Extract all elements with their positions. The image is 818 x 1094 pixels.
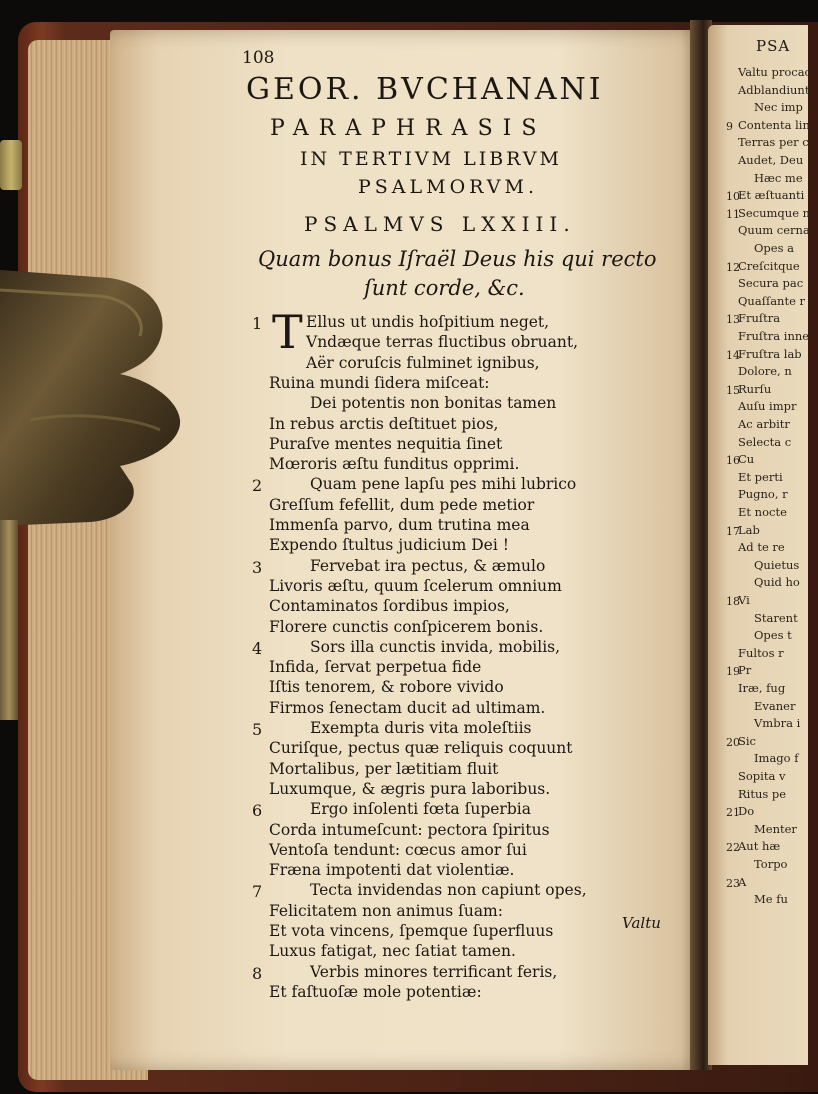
right-text-line: Menter: [754, 821, 797, 836]
drop-cap: T: [272, 305, 303, 359]
right-verse-number: 9: [726, 119, 733, 133]
right-verse-number: 12: [726, 260, 740, 274]
right-text-line: Auſu impr: [738, 399, 797, 414]
right-text-line: Fruſtra: [738, 311, 781, 326]
catchword: Valtu: [622, 914, 661, 932]
verse-line: Luxumque, & ægris pura laboribus.: [269, 779, 551, 798]
right-text-line: Nec imp: [754, 100, 803, 115]
right-text-line: Iræ, fug: [738, 681, 786, 695]
verse-number: 6: [252, 801, 263, 821]
right-verse-number: 22: [726, 841, 740, 855]
right-text-line: Lab: [738, 522, 760, 537]
verse-number: 7: [252, 882, 263, 902]
verse-line: Puraſve mentes nequitia ſinet: [269, 434, 503, 453]
right-verse-number: 15: [726, 383, 740, 397]
right-verse-number: 17: [726, 524, 740, 538]
right-text-line: Et nocte: [738, 505, 787, 519]
verse-line: In rebus arctis deſtituet pios,: [269, 414, 499, 433]
verse-line: Aër coruſcis fulminet ignibus,: [306, 353, 540, 372]
right-text-line: Quaſſante r: [738, 293, 806, 308]
right-text-line: Pugno, r: [738, 487, 788, 502]
clasp-hinge: [0, 140, 22, 190]
right-text-line: Ritus pe: [738, 786, 787, 801]
right-verse-number: 20: [726, 735, 740, 749]
verse-number: 1: [252, 314, 263, 333]
verse-line: Tecta invidendas non capiunt opes,: [310, 881, 587, 900]
right-text-line: Do: [738, 804, 755, 819]
right-text-line: Pr: [738, 663, 752, 678]
right-text-line: Hæc me: [754, 170, 803, 185]
verse-line: Luxus fatigat, nec ſatiat tamen.: [269, 942, 516, 961]
verse-line: Sors illa cunctis invida, mobilis,: [310, 637, 561, 656]
clasp-strap: [0, 520, 18, 720]
right-text-line: Et æſtuanti: [738, 188, 805, 203]
right-text-line: Rurſu: [738, 381, 772, 396]
right-text-line: Quid ho: [754, 575, 800, 590]
right-text-line: Selecta c: [738, 434, 792, 449]
right-verse-number: 21: [726, 806, 740, 820]
incipit-line-2: ſunt corde, &c.: [364, 276, 525, 300]
right-text-line: Quietus: [754, 557, 800, 572]
right-text-line: Contenta lin: [738, 117, 810, 132]
verse-line: Ruina mundi ſidera miſceat:: [269, 373, 490, 392]
right-text-line: Opes a: [754, 241, 795, 255]
verse-number: 4: [252, 638, 263, 658]
right-text-line: Imago f: [754, 751, 799, 766]
verse-line: Fræna impotenti dat violentiæ.: [269, 861, 515, 880]
right-running-head: PSA: [756, 37, 791, 55]
verse-line: Mœroris æſtu funditus opprimi.: [269, 455, 520, 474]
right-text-line: Fruſtra inne: [738, 329, 810, 343]
verse-line: Infida, ſervat perpetua fide: [269, 658, 482, 677]
verse-line: Ergo inſolenti fœta ſuperbia: [310, 800, 531, 819]
incipit-line-1: Quam bonus Iſraël Deus his qui recto: [258, 247, 657, 271]
right-verse-number: 23: [726, 876, 740, 890]
right-text-line: Terras per c: [738, 135, 809, 150]
verse-line: Et vota vincens, ſpemque ſuperfluus: [269, 922, 554, 940]
title-line-1: PARAPHRASIS: [270, 116, 547, 141]
right-text-line: Fultos r: [738, 645, 784, 660]
right-text-line: Dolore, n: [738, 364, 792, 379]
right-verse-number: 19: [726, 665, 740, 679]
right-text-line: Adblandiunt: [738, 82, 810, 97]
right-text-line: Secura pac: [738, 276, 804, 291]
right-text-line: Sic: [738, 733, 756, 748]
verse-line: Fervebat ira pectus, & æmulo: [310, 556, 546, 575]
verse-line: Vndæque terras fluctibus obruant,: [306, 333, 579, 352]
right-text-line: Opes t: [754, 628, 792, 643]
verse-line: Contaminatos ſordibus impios,: [269, 597, 510, 616]
verse-line: Mortalibus, per lætitiam fluit: [269, 759, 499, 778]
verse-number: 3: [252, 557, 263, 577]
verse-line: Ventoſa tendunt: cœcus amor ſui: [269, 840, 527, 859]
verse-line: Felicitatem non animus ſuam:: [269, 901, 503, 920]
right-text-line: Starent: [754, 610, 798, 625]
right-page: [708, 25, 814, 1065]
verse-line: Ellus ut undis hoſpitium neget,: [306, 313, 550, 331]
right-text-line: Vmbra i: [754, 716, 801, 731]
verse-number: 2: [252, 476, 263, 496]
right-text-line: Fruſtra lab: [738, 346, 802, 361]
right-text-line: Ac arbitr: [738, 417, 790, 431]
right-text-line: Torpo: [754, 857, 788, 871]
right-verse-number: 14: [726, 348, 740, 362]
right-verse-number: 10: [726, 190, 740, 204]
right-text-line: Audet, Deu: [738, 153, 804, 167]
verse-line: Immenſa parvo, dum trutina mea: [269, 516, 530, 534]
right-text-line: Evaner: [754, 698, 796, 713]
verse-number: 5: [252, 720, 263, 739]
page-number: 108: [242, 48, 275, 68]
right-verse-number: 13: [726, 313, 740, 327]
verse-line: Corda intumeſcunt: pectora ſpiritus: [269, 820, 550, 839]
psalm-heading: PSALMVS LXXIII.: [304, 212, 576, 236]
verse-line: Curiſque, pectus quæ reliquis coquunt: [269, 739, 573, 758]
right-text-line: Me fu: [754, 892, 788, 907]
verse-line: Exempta duris vita moleſtiis: [310, 719, 532, 737]
right-verse-number: 16: [726, 454, 740, 468]
title-line-2: IN TERTIVM LIBRVM: [300, 148, 562, 170]
verse-line: Greſſum fefellit, dum pede metior: [269, 495, 535, 514]
verse-line: Expendo ſtultus judicium Dei !: [269, 536, 509, 555]
running-head: GEOR. BVCHANANI: [246, 72, 604, 107]
brass-clasp: [0, 270, 200, 530]
right-verse-number: 18: [726, 595, 740, 608]
verse-number: 8: [252, 963, 263, 983]
verse-line: Dei potentis non bonitas tamen: [310, 394, 557, 413]
right-text-line: Sopita v: [738, 769, 786, 783]
verse-line: Iſtis tenorem, & robore vivido: [269, 678, 504, 697]
verse-line: Florere cunctis conſpicerem bonis.: [269, 617, 544, 636]
verse-line: Firmos ſenectam ducit ad ultimam.: [269, 698, 546, 717]
right-text-line: A: [738, 874, 747, 889]
verse-line: Et faſtuoſæ mole potentiæ:: [269, 982, 482, 1001]
right-verse-number: 11: [726, 207, 740, 221]
title-line-3: PSALMORVM.: [358, 176, 539, 198]
right-text-line: Ad te re: [738, 540, 785, 555]
verse-line: Quam pene lapſu pes mihi lubrico: [310, 475, 577, 494]
right-text-line: Vi: [738, 593, 750, 607]
right-text-line: Cu: [738, 452, 755, 467]
verse-line: Verbis minores terrificant feris,: [310, 962, 558, 981]
right-text-line: Valtu procac: [738, 65, 811, 79]
right-text-line: Creſcitque: [738, 258, 800, 273]
right-text-line: Aut hæ: [738, 839, 781, 854]
right-text-line: Quum cerna: [738, 223, 810, 238]
right-text-line: Et perti: [738, 469, 783, 484]
verse-line: Livoris æſtu, quum ſcelerum omnium: [269, 576, 562, 595]
right-text-line: Secumque m: [738, 205, 814, 220]
